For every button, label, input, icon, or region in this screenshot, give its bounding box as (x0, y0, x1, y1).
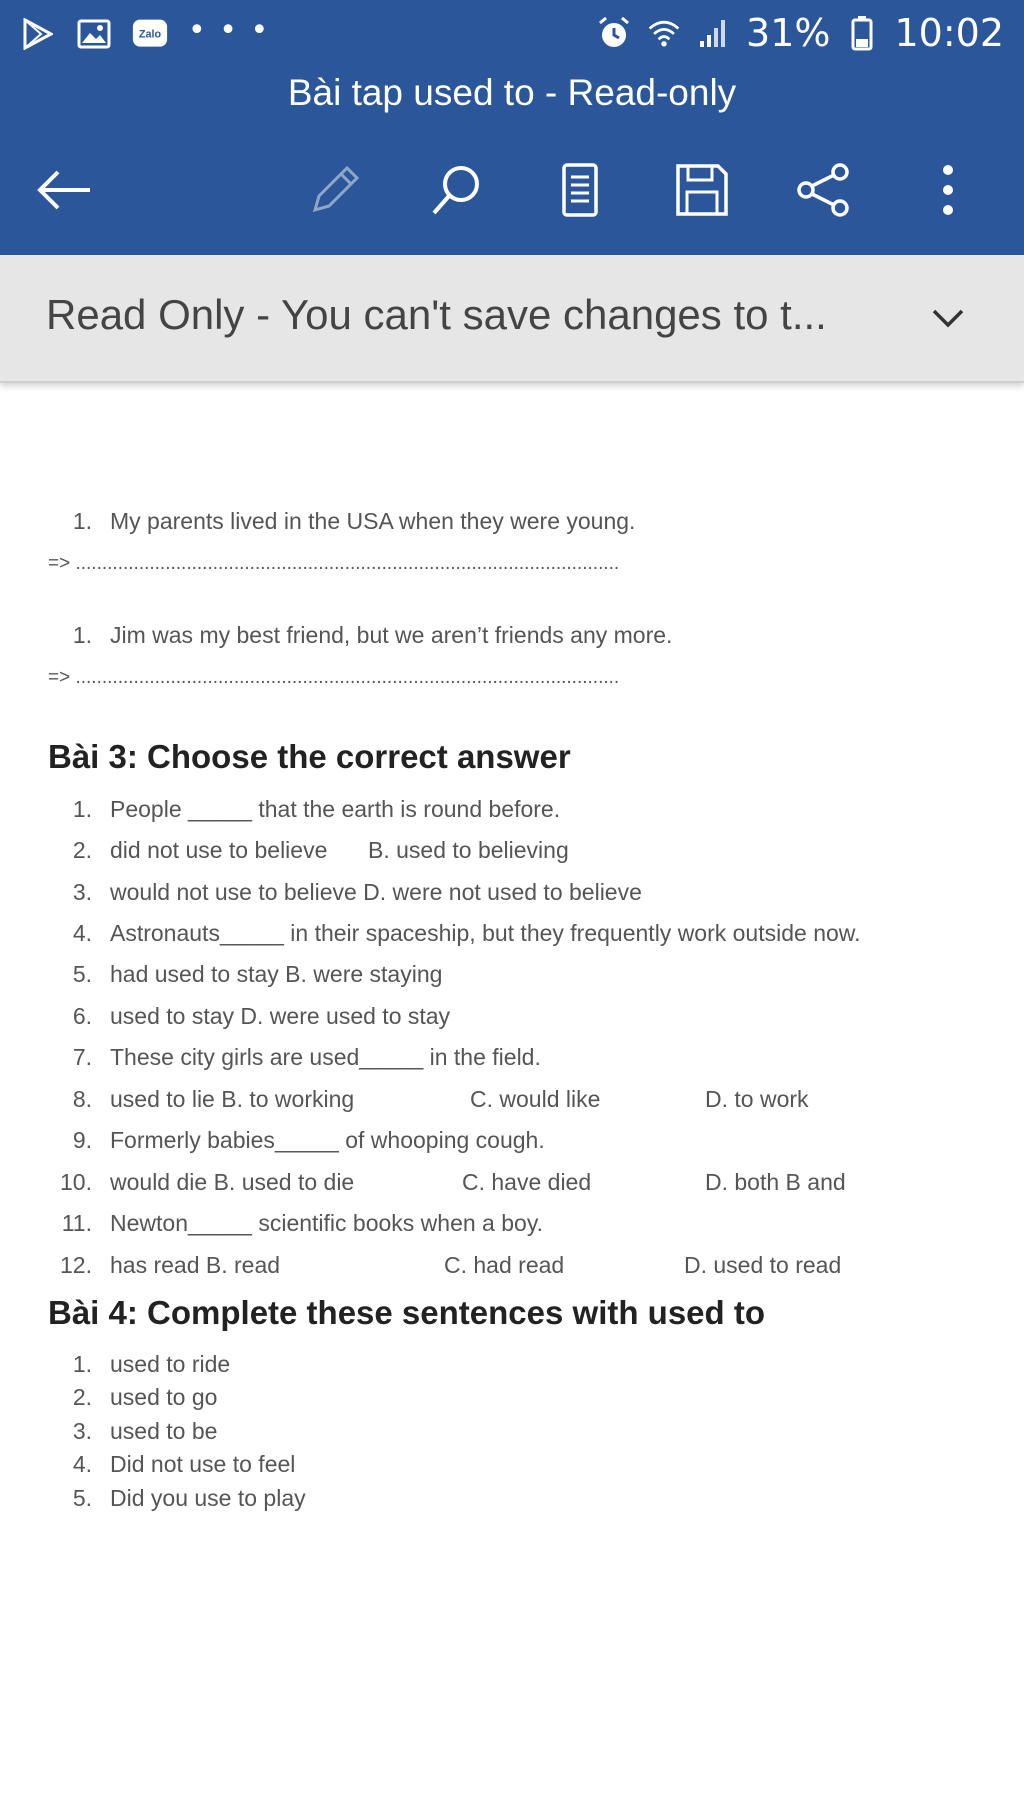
section-heading: Bài 4: Complete these sentences with used to (48, 1294, 766, 1331)
list-item: Jim was my best friend, but we aren’t friends any more. (110, 622, 673, 648)
wifi-icon (646, 15, 682, 51)
list-item: used to be (110, 1418, 218, 1444)
list-number: 4. (72, 920, 92, 946)
signal-icon (696, 15, 732, 51)
alarm-icon (596, 15, 632, 51)
list-number: 2. (72, 1384, 92, 1410)
share-icon (796, 162, 852, 218)
answer-option: B. used to believing (368, 837, 569, 863)
list-item: did not use to believe (110, 837, 328, 863)
reading-view-icon (558, 162, 602, 218)
chevron-down-icon[interactable] (928, 299, 968, 339)
answer-option: D. to work (705, 1086, 809, 1112)
list-number: 3. (72, 1418, 92, 1444)
clock: 10:02 (894, 11, 1004, 55)
read-only-message: Read Only - You can't save changes to t... (46, 291, 827, 338)
list-item: has read B. read (110, 1252, 281, 1278)
more-notifications-icon: • • • (188, 12, 271, 48)
list-number: 7. (72, 1044, 92, 1070)
list-item: Did you use to play (110, 1485, 306, 1511)
answer-option: C. had read (444, 1252, 565, 1278)
list-number: 11. (61, 1210, 92, 1236)
list-number: 2. (72, 837, 92, 863)
back-arrow-icon (36, 168, 92, 212)
list-item: Did not use to feel (110, 1451, 296, 1477)
list-item: had used to stay B. were staying (110, 961, 443, 987)
toolbar (0, 150, 1024, 230)
more-options-button[interactable] (916, 158, 980, 222)
save-button[interactable] (670, 158, 734, 222)
list-number: 8. (72, 1086, 92, 1112)
search-button[interactable] (425, 158, 489, 222)
answer-option: D. used to read (684, 1252, 842, 1278)
answer-option: C. have died (462, 1169, 592, 1195)
read-only-banner[interactable] (0, 255, 1024, 383)
list-item: My parents lived in the USA when they were young. (110, 508, 636, 534)
more-icon (938, 162, 958, 218)
reading-view-button[interactable] (548, 158, 612, 222)
list-item: Astronauts_____ in their spaceship, but they frequently work outside now. (110, 920, 861, 946)
list-item: used to stay D. were used to stay (110, 1003, 451, 1029)
answer-line: => ....................................................................................................... (48, 553, 620, 574)
list-item: These city girls are used_____ in the field. (110, 1044, 541, 1070)
answer-line: => ....................................................................................................... (48, 667, 620, 688)
battery-icon (844, 15, 880, 51)
back-button[interactable] (32, 158, 96, 222)
edit-button[interactable] (303, 158, 367, 222)
list-item: Newton_____ scientific books when a boy. (110, 1210, 544, 1236)
search-icon (429, 162, 485, 218)
section-heading: Bài 3: Choose the correct answer (48, 738, 571, 775)
share-button[interactable] (792, 158, 856, 222)
answer-option: C. would like (470, 1086, 601, 1112)
list-item: Formerly babies_____ of whooping cough. (110, 1127, 545, 1153)
play-store-icon (20, 16, 56, 52)
zalo-icon (132, 16, 168, 52)
list-item: would die B. used to die (110, 1169, 355, 1195)
list-item: used to lie B. to working (110, 1086, 355, 1112)
document-title: Bài tap used to - Read-only (287, 72, 737, 113)
list-number: 1. (72, 622, 92, 648)
list-number: 4. (72, 1451, 92, 1477)
list-item: would not use to believe D. were not used to believe (110, 879, 642, 905)
list-item: used to ride (110, 1351, 231, 1377)
list-number: 9. (72, 1127, 92, 1153)
list-number: 5. (72, 961, 92, 987)
document-body (0, 385, 1024, 1820)
list-item: People _____ that the earth is round before. (110, 796, 561, 822)
list-number: 6. (72, 1003, 92, 1029)
list-number: 3. (72, 879, 92, 905)
list-number: 1. (72, 1351, 92, 1377)
list-item: used to go (110, 1384, 218, 1410)
answer-option: D. both B and (705, 1169, 846, 1195)
gallery-icon (76, 16, 112, 52)
list-number: 12. (60, 1252, 92, 1278)
battery-percent: 31% (746, 11, 831, 55)
list-number: 1. (72, 796, 92, 822)
list-number: 5. (72, 1485, 92, 1511)
list-number: 1. (72, 508, 92, 534)
list-number: 10. (60, 1169, 92, 1195)
edit-pencil-icon (307, 162, 363, 218)
app-header (0, 0, 1024, 255)
status-bar (0, 0, 1024, 66)
zalo-label: Zalo (138, 28, 162, 41)
save-icon (674, 162, 730, 218)
